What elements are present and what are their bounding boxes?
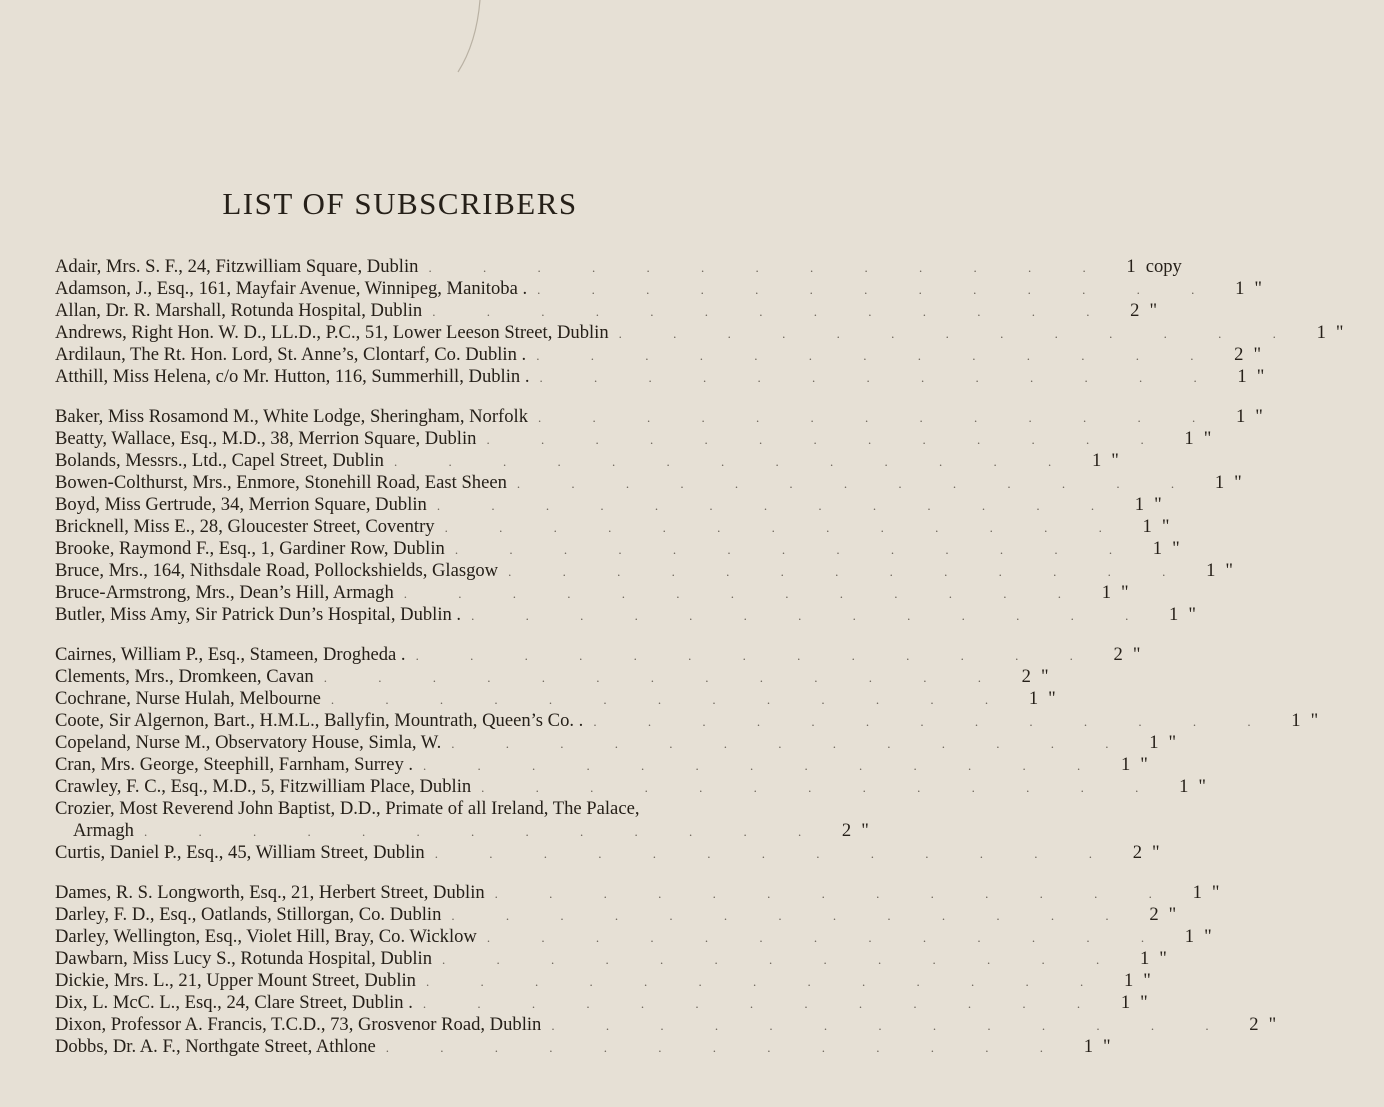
subscriber-entry — [55, 494, 1162, 516]
leader-dots: . . . . . . . . . . . . . — [434, 846, 1116, 861]
leader-dots: . . . . . . . . . . . . . — [451, 736, 1133, 751]
group-spacer — [55, 864, 795, 882]
subscriber-entry — [55, 1036, 1111, 1058]
copies-unit: " — [1048, 688, 1056, 709]
copies-count: 1 — [1179, 776, 1189, 797]
subscriber-entry — [55, 278, 1262, 300]
leader-dots: . . . . . . . . . . . . . — [393, 454, 1076, 469]
leader-dots: . . . . . . . . . . . . . — [494, 886, 1176, 901]
leader-dots: . . . . . . . . . . . . . — [432, 304, 1114, 319]
copies-unit: " — [1268, 1014, 1277, 1035]
subscriber-entry — [55, 1014, 1277, 1036]
copies-count: 1 — [1028, 688, 1039, 709]
subscriber-entry — [55, 450, 1119, 472]
leader-dots: . . . . . . . . . . . . . — [481, 780, 1163, 795]
copies-unit: " — [1154, 494, 1162, 515]
subscriber-name: Bruce-Armstrong, Mrs., Dean’s Hill, Armagh — [55, 582, 394, 603]
leader-dots: . . . . . . . . . . . . . — [436, 498, 1119, 513]
subscriber-name: Bowen-Colthurst, Mrs., Enmore, Stonehill Road, East Sheen — [55, 472, 507, 493]
subscriber-entry — [55, 992, 1148, 1014]
copies-count: 1 — [1237, 366, 1247, 387]
subscriber-entry — [55, 644, 1141, 666]
copies-unit: " — [1172, 538, 1180, 559]
copies-count: 2 — [1130, 300, 1140, 321]
leader-dots: . . . . . . . . . . . . . — [330, 692, 1013, 707]
copies-count: 1 — [1206, 560, 1216, 581]
subscriber-name: Copeland, Nurse M., Observatory House, Simla, W. — [55, 732, 442, 753]
copies-unit: " — [1335, 322, 1344, 343]
subscriber-entry — [55, 948, 1167, 970]
copies-unit: " — [1168, 732, 1177, 753]
page-title: LIST OF SUBSCRIBERS — [222, 186, 578, 221]
subscriber-name: Dixon, Professor A. Francis, T.C.D., 73, Grosvenor Road, Dublin — [55, 1014, 542, 1035]
subscriber-name: Bricknell, Miss E., 28, Gloucester Street, Coventry — [55, 516, 435, 537]
subscriber-name: Bruce, Mrs., 164, Nithsdale Road, Pollockshields, Glasgow — [55, 560, 499, 581]
subscriber-entry — [55, 842, 1160, 864]
subscriber-entry — [55, 666, 1049, 688]
copies-count: 2 — [1113, 644, 1123, 665]
subscriber-entry — [55, 560, 1233, 582]
subscriber-entry — [55, 820, 869, 842]
copies-unit: " — [1151, 842, 1160, 863]
subscriber-entry — [55, 472, 1242, 494]
subscriber-entry — [55, 406, 1263, 428]
subscriber-name: Beatty, Wallace, Esq., M.D., 38, Merrion Square, Dublin — [55, 428, 477, 449]
copies-count: 1 — [1184, 926, 1195, 947]
subscriber-name: Baker, Miss Rosamond M., White Lodge, Sheringham, Norfolk — [55, 406, 528, 427]
leader-dots: . . . . . . . . . . . . . — [486, 432, 1168, 447]
copies-unit: " — [1143, 970, 1151, 991]
subscriber-name: Brooke, Raymond F., Esq., 1, Gardiner Row, Dublin — [55, 538, 445, 559]
leader-dots: . . . . . . . . . . . . . — [593, 714, 1275, 729]
copies-unit: " — [1121, 582, 1129, 603]
subscriber-entry — [55, 604, 1196, 626]
leader-dots: . . . . . . . . . . . . . — [415, 648, 1097, 663]
group-spacer — [55, 626, 795, 644]
copies-count: 1 — [1083, 1036, 1094, 1057]
subscriber-entry — [55, 688, 1056, 710]
subscriber-name: Cochrane, Nurse Hulah, Melbourne — [55, 688, 321, 709]
leader-dots: . . . . . . . . . . . . . — [143, 824, 826, 839]
subscriber-entry — [55, 322, 1344, 344]
copies-count: 1 — [1139, 948, 1150, 969]
leader-dots: . . . . . . . . . . . . . — [454, 542, 1137, 557]
leader-dots: . . . . . . . . . . . . . — [442, 952, 1124, 967]
leader-dots: . . . . . . . . . . . . . — [538, 410, 1220, 425]
leader-dots: . . . . . . . . . . . . . — [516, 476, 1199, 491]
group-spacer — [55, 388, 795, 406]
subscriber-name: Ardilaun, The Rt. Hon. Lord, St. Anne’s, Clontarf, Co. Dublin . — [55, 344, 527, 365]
subscriber-entry — [55, 256, 1182, 278]
leader-dots: . . . . . . . . . . . . . — [385, 1040, 1068, 1055]
copies-unit: " — [1310, 710, 1319, 731]
subscriber-name: Adamson, J., Esq., 161, Mayfair Avenue, Winnipeg, Manitoba . — [55, 278, 528, 299]
copies-count: 1 — [1152, 538, 1163, 559]
subscriber-name: Andrews, Right Hon. W. D., LL.D., P.C., 51, Lower Leeson Street, Dublin — [55, 322, 609, 343]
subscriber-name: Cairnes, William P., Esq., Stameen, Drogheda . — [55, 644, 406, 665]
leader-dots: . . . . . . . . . . . . . — [423, 758, 1105, 773]
subscriber-name: Dickie, Mrs. L., 21, Upper Mount Street, Dublin — [55, 970, 416, 991]
pencil-mark — [450, 0, 490, 90]
subscriber-name: Coote, Sir Algernon, Bart., H.M.L., Ballyfin, Mountrath, Queen’s Co. . — [55, 710, 584, 731]
copies-unit: " — [1203, 428, 1212, 449]
subscriber-entry — [55, 970, 1151, 992]
copies-unit: " — [1159, 948, 1167, 969]
subscriber-name: Darley, Wellington, Esq., Violet Hill, Bray, Co. Wicklow — [55, 926, 477, 947]
leader-dots: . . . . . . . . . . . . . — [451, 908, 1133, 923]
subscriber-entry — [55, 538, 1180, 560]
copies-count: 2 — [1021, 666, 1031, 687]
subscriber-name: Darley, F. D., Esq., Oatlands, Stillorgan, Co. Dublin — [55, 904, 442, 925]
copies-count: 2 — [1249, 1014, 1259, 1035]
subscriber-list — [55, 256, 1344, 1058]
copies-count: 1 — [1101, 582, 1112, 603]
leader-dots: . . . . . . . . . . . . . — [422, 996, 1105, 1011]
subscriber-name: Dobbs, Dr. A. F., Northgate Street, Athlone — [55, 1036, 376, 1057]
subscriber-name: Dawbarn, Miss Lucy S., Rotunda Hospital, Dublin — [55, 948, 433, 969]
copies-unit: " — [1111, 450, 1119, 471]
copies-count: 1 — [1149, 732, 1159, 753]
subscriber-name: Crozier, Most Reverend John Baptist, D.D., Primate of all Ireland, The Palace, — [55, 798, 640, 819]
copies-count: 2 — [1234, 344, 1244, 365]
subscriber-name: Bolands, Messrs., Ltd., Capel Street, Dublin — [55, 450, 384, 471]
copies-count: 2 — [1149, 904, 1159, 925]
copies-count: 1 — [1291, 710, 1301, 731]
subscriber-name: Clements, Mrs., Dromkeen, Cavan — [55, 666, 314, 687]
copies-unit: " — [1253, 344, 1262, 365]
copies-count: 1 — [1235, 278, 1245, 299]
subscriber-entry — [55, 366, 1265, 388]
subscriber-name: Curtis, Daniel P., Esq., 45, William Street, Dublin — [55, 842, 425, 863]
subscriber-entry — [55, 926, 1212, 948]
subscriber-entry — [55, 776, 1206, 798]
leader-dots: . . . . . . . . . . . . . — [618, 326, 1300, 341]
leader-dots: . . . . . . . . . . . . . — [403, 586, 1086, 601]
leader-dots: . . . . . . . . . . . . . — [551, 1018, 1233, 1033]
copies-unit: " — [1204, 926, 1212, 947]
copies-unit: copy — [1145, 256, 1182, 277]
copies-unit: " — [1149, 300, 1158, 321]
subscriber-name: Allan, Dr. R. Marshall, Rotunda Hospital, Dublin — [55, 300, 423, 321]
leader-dots: . . . . . . . . . . . . . — [471, 608, 1153, 623]
subscriber-name: Crawley, F. C., Esq., M.D., 5, Fitzwilliam Place, Dublin — [55, 776, 472, 797]
copies-count: 1 — [1126, 256, 1136, 277]
subscriber-entry — [55, 710, 1319, 732]
subscriber-name: Boyd, Miss Gertrude, 34, Merrion Square, Dublin — [55, 494, 427, 515]
copies-unit: " — [1103, 1036, 1111, 1057]
copies-count: 1 — [1169, 604, 1179, 625]
subscriber-name: Butler, Miss Amy, Sir Patrick Dun’s Hospital, Dublin . — [55, 604, 462, 625]
subscriber-entry — [55, 344, 1262, 366]
copies-count: 1 — [1134, 494, 1145, 515]
copies-count: 1 — [1214, 472, 1225, 493]
subscriber-name: Cran, Mrs. George, Steephill, Farnham, Surrey . — [55, 754, 414, 775]
copies-count: 1 — [1184, 428, 1194, 449]
copies-unit: " — [1168, 904, 1177, 925]
copies-count: 2 — [841, 820, 852, 841]
copies-count: 1 — [1123, 970, 1134, 991]
copies-count: 1 — [1192, 882, 1202, 903]
leader-dots: . . . . . . . . . . . . . — [486, 930, 1169, 945]
copies-unit: " — [1188, 604, 1196, 625]
copies-unit: " — [1256, 366, 1265, 387]
leader-dots: . . . . . . . . . . . . . — [425, 974, 1108, 989]
copies-unit: " — [1225, 560, 1233, 581]
subscriber-name: Adair, Mrs. S. F., 24, Fitzwilliam Square, Dublin — [55, 256, 419, 277]
copies-unit: " — [1255, 406, 1263, 427]
copies-count: 1 — [1235, 406, 1246, 427]
subscriber-entry — [55, 582, 1129, 604]
subscriber-name: Armagh — [73, 820, 134, 841]
copies-count: 1 — [1316, 322, 1326, 343]
copies-unit: " — [1211, 882, 1220, 903]
subscriber-entry — [55, 516, 1170, 538]
copies-unit: " — [1234, 472, 1242, 493]
copies-unit: " — [1161, 516, 1170, 537]
copies-unit: " — [861, 820, 869, 841]
subscriber-entry — [55, 300, 1158, 322]
leader-dots: . . . . . . . . . . . . . — [444, 520, 1126, 535]
leader-dots: . . . . . . . . . . . . . — [537, 282, 1219, 297]
copies-count: 1 — [1120, 992, 1131, 1013]
subscriber-entry — [55, 882, 1220, 904]
subscriber-name: Atthill, Miss Helena, c/o Mr. Hutton, 116, Summerhill, Dublin . — [55, 366, 530, 387]
leader-dots: . . . . . . . . . . . . . — [539, 370, 1221, 385]
copies-unit: " — [1040, 666, 1049, 687]
subscriber-entry — [55, 428, 1212, 450]
subscriber-entry — [55, 904, 1177, 926]
leader-dots: . . . . . . . . . . . . . — [508, 564, 1190, 579]
copies-unit: " — [1140, 992, 1148, 1013]
subscriber-entry — [55, 798, 795, 820]
leader-dots: . . . . . . . . . . . . . — [536, 348, 1218, 363]
copies-unit: " — [1132, 644, 1141, 665]
copies-count: 2 — [1132, 842, 1142, 863]
subscriber-name: Dames, R. S. Longworth, Esq., 21, Herbert Street, Dublin — [55, 882, 485, 903]
leader-dots: . . . . . . . . . . . . . — [323, 670, 1005, 685]
copies-count: 1 — [1121, 754, 1131, 775]
subscriber-entry — [55, 754, 1148, 776]
copies-unit: " — [1198, 776, 1206, 797]
copies-count: 1 — [1091, 450, 1102, 471]
leader-dots: . . . . . . . . . . . . . — [428, 260, 1110, 275]
copies-unit: " — [1254, 278, 1262, 299]
subscriber-entry — [55, 732, 1177, 754]
copies-count: 1 — [1142, 516, 1152, 537]
subscriber-name: Dix, L. McC. L., Esq., 24, Clare Street, Dublin . — [55, 992, 413, 1013]
copies-unit: " — [1140, 754, 1148, 775]
